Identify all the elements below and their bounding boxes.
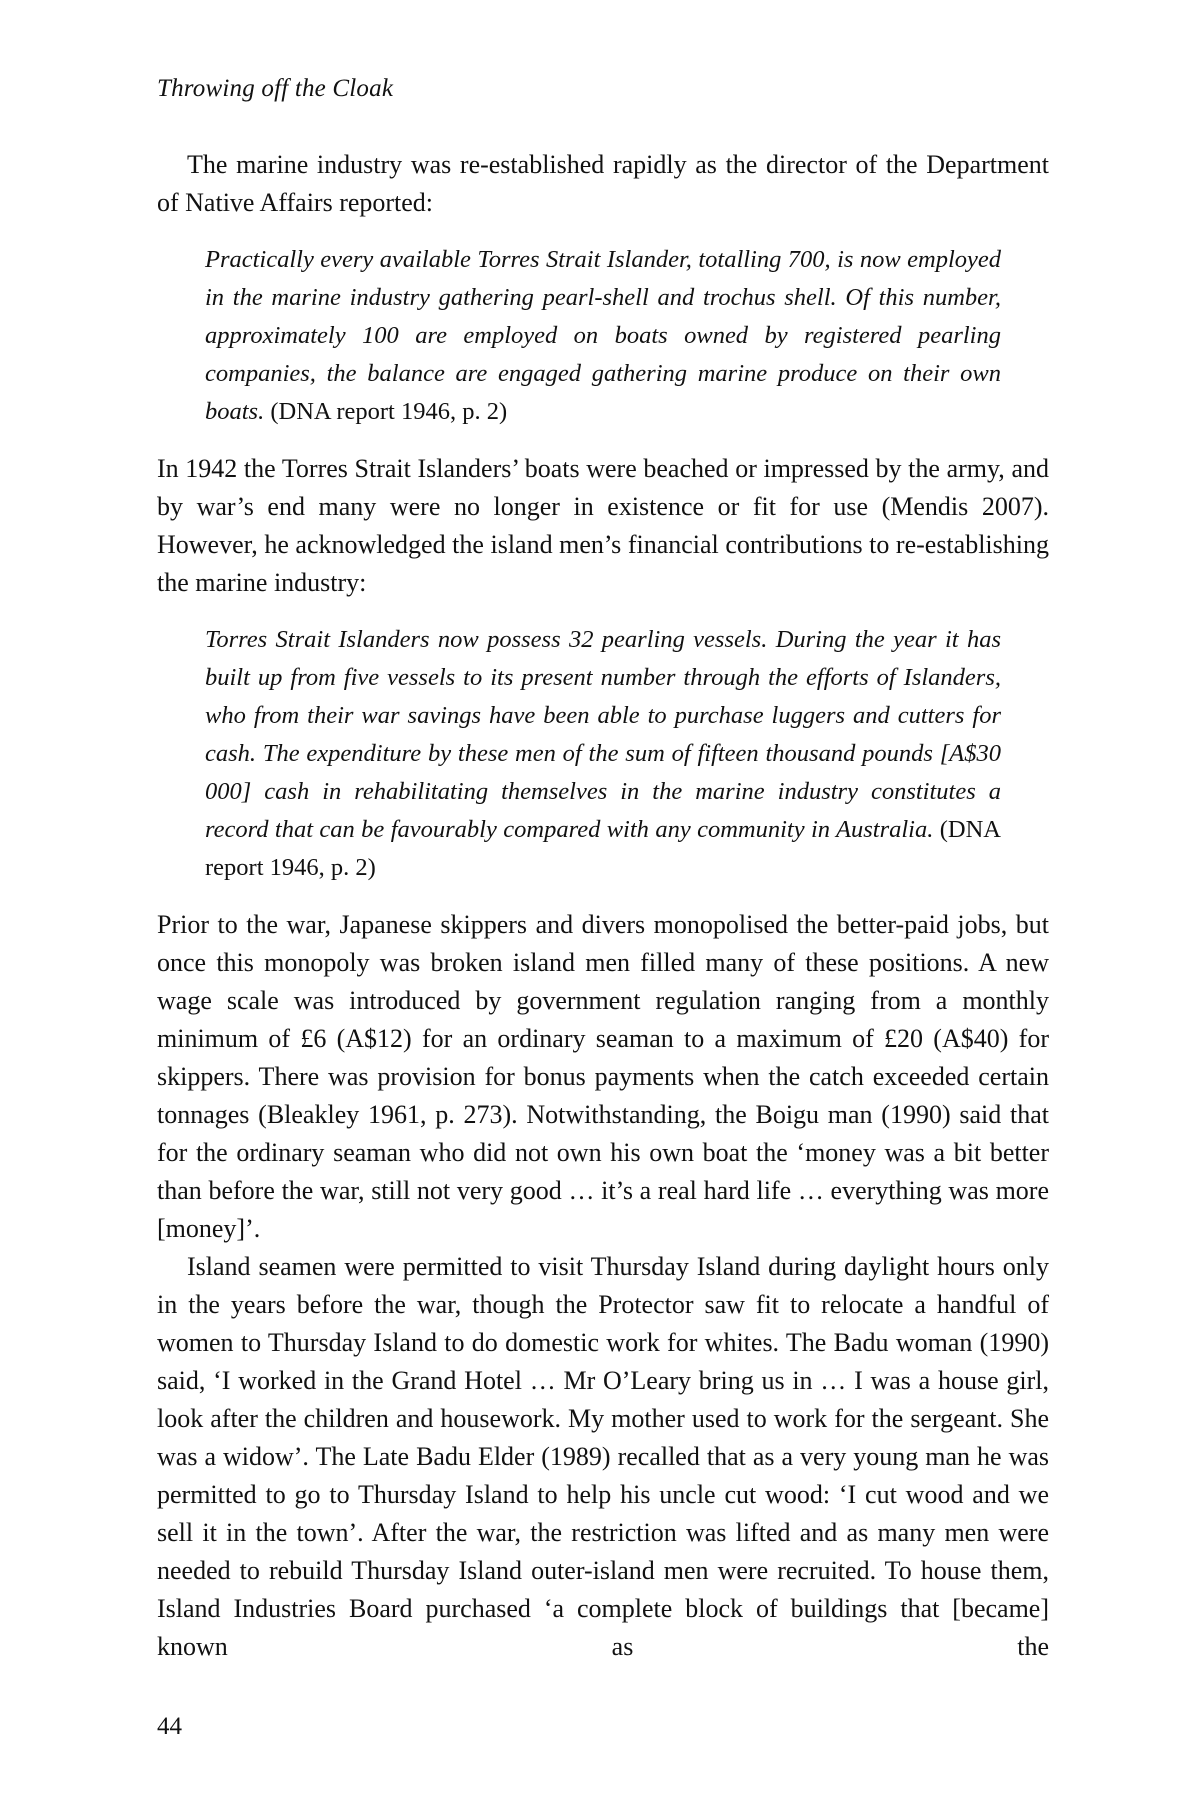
page-number: 44 [157,1713,182,1740]
quote-text: Torres Strait Islanders now possess 32 pearling vessels. During the year it has built up from five vessels to its present number through the efforts of Islanders, who from their war savings have been able to purchase luggers and cutters for cash. The expenditure by these men of the sum of fifteen thousand pounds [A$30 000] cash in rehabilitating themselves in the marine industry constitutes a record that can be favourably compared with any community in Australia. [205,626,1001,843]
quote-text: Practically every available Torres Strait Islander, totalling 700, is now employed in the marine industry gathering pearl-shell and trochus shell. Of this number, approximately 100 are employed on boats owned by registered pearling companies, the balance are engaged gathering marine produce on their own boats. [205,246,1001,425]
quote-citation: (DNA report 1946, p. 2) [205,816,1001,881]
paragraph-marine-industry: The marine industry was re-established rapidly as the director of the Department of Native Affairs reported: [157,150,1049,217]
paragraph-prior-to-war: Prior to the war, Japanese skippers and divers monopolised the better-paid jobs, but once this monopoly was broken island men filled many of these positions. A new wage scale was introduced by government regulation ranging from a monthly minimum of £6 (A$12) for an ordinary seaman to a maximum of £20 (A$40) for skippers. There was provision for bonus payments when the catch exceeded certain tonnages (Bleakley 1961, p. 273). Notwithstanding, the Boigu man (1990) said that for the ordinary seaman who did not own his own boat the ‘money was a bit better than before the war, still not very good … it’s a real hard life … everything was more [money]’. [157,910,1049,1243]
block-quote-dna-1946-first [157,241,1049,431]
quote-citation: (DNA report 1946, p. 2) [264,398,508,425]
text-block [157,74,1049,1666]
running-header: Throwing off the Cloak [157,75,394,102]
paragraph-1942-boats: In 1942 the Torres Strait Islanders’ boats were beached or impressed by the army, and by war’s end many were no longer in existence or fit for use (Mendis 2007). However, he acknowledged the island men’s financial contributions to re-establishing the marine industry: [157,454,1049,597]
block-quote-dna-1946-second [157,621,1049,887]
paragraph-island-seamen: Island seamen were permitted to visit Thursday Island during daylight hours only in the years before the war, though the Protector saw fit to relocate a handful of women to Thursday Island to do domestic work for whites. The Badu woman (1990) said, ‘I worked in the Grand Hotel … Mr O’Leary bring us in … I was a house girl, look after the children and housework. My mother used to work for the sergeant. She was a widow’. The Late Badu Elder (1989) recalled that as a very young man he was permitted to go to Thursday Island to help his uncle cut wood: ‘I cut wood and we sell it in the town’. After the war, the restriction was lifted and as many men were needed to rebuild Thursday Island outer-island men were recruited. To house them, Island Industries Board purchased ‘a complete block of buildings that [became] known as the [157,1252,1049,1661]
